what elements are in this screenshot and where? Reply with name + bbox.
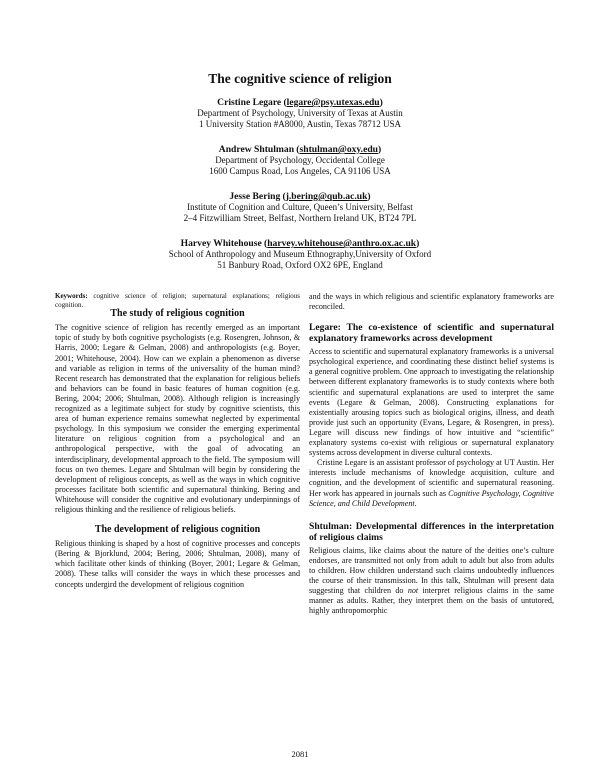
author-affiliation: Department of Psychology, University of Texas at Austin bbox=[197, 108, 403, 118]
author-name: Harvey Whitehouse bbox=[180, 238, 262, 249]
legare-paragraph: Access to scientific and supernatural explanatory frameworks is a universal psychological experience, and coordinating these distinct belief systems is a general cognitive problem. One approach to investigating the relationship between different explanatory frameworks is to study contexts where both scientific and supernatural explanations are used to interpret the same events (Legare & Gelman, 2008). Constructing explanations for existentially arousing topics such as biological origins, illness, and death provide just such an opportunity (Evans, Legare, & Rosengren, in press). Legare will discuss new findings of how intuitive and “scientific” explanatory systems co-exist with religious or supernatural explanatory systems across development in diverse cultural contexts. bbox=[309, 347, 554, 458]
right-column bbox=[309, 292, 554, 616]
author-name: Andrew Shtulman bbox=[218, 144, 295, 155]
shtulman-text: Religious claims, like claims about the nature of the deities one’s culture endorses, are transmitted not only from adult to adult but also from adults to children. How children understand such claims undoubtedly influences the course of their transmission. In this talk, Shtulman will present data suggesting that children do bbox=[309, 545, 554, 596]
shtulman-paragraph bbox=[309, 546, 554, 617]
author-address: 1 University Station #A8000, Austin, Texas 78712 USA bbox=[199, 119, 401, 129]
continued-paragraph: and the ways in which religious and scientific explanatory frameworks are reconciled. bbox=[309, 292, 554, 312]
author-block-shtulman: Andrew Shtulman (shtulman@oxy.edu) Department of Psychology, Occidental College 1600 Campus Road, Los Angeles, CA 91106 USA bbox=[0, 144, 600, 177]
author-name: Jesse Bering bbox=[229, 191, 281, 202]
keywords-label: Keywords: bbox=[55, 292, 88, 300]
keywords bbox=[55, 292, 300, 309]
author-address: 2–4 Fitzwilliam Street, Belfast, Northern Ireland UK, BT24 7PL bbox=[183, 213, 417, 223]
legare-bio-end: . bbox=[414, 498, 417, 508]
legare-bio-text: Cristine Legare is an assistant professor of psychology at UT Austin. Her interests include mechanisms of knowledge acquisition, culture and cognition, and the development of scientific and supernatural reasoning. Her work has appeared in journals such as bbox=[309, 458, 554, 498]
author-affiliation: Department of Psychology, Occidental College bbox=[215, 155, 385, 165]
author-block-whitehouse: Harvey Whitehouse (harvey.whitehouse@anthro.ox.ac.uk) School of Anthropology and Museum Ethnography,University of Oxford 51 Banbury Road, Oxford OX2 6PE, England bbox=[0, 238, 600, 271]
author-block-bering: Jesse Bering (j.bering@qub.ac.uk) Institute of Cognition and Culture, Queen’s University, Belfast 2–4 Fitzwilliam Street, Belfast, Northern Ireland UK, BT24 7PL bbox=[0, 191, 600, 224]
legare-bio-journals: Cognitive Psychology, Cognitive Science, and Child Development bbox=[309, 488, 554, 508]
subsection-heading-legare: Legare: The co-existence of scientific and supernatural explanatory frameworks across development bbox=[309, 322, 554, 345]
subsection-heading-shtulman: Shtulman: Developmental differences in the interpretation of religious claims bbox=[309, 520, 554, 543]
study-paragraph: The cognitive science of religion has recently emerged as an important topic of study by both cognitive psychologists (e.g. Rosengren, Johnson, & Harris, 2000; Legare & Gelman, 2008) and anthropologists (e.g. Boyer, 2001; Whitehouse, 2004). How can we explain a phenomenon as diverse and variable as religion in terms of the universality of the human mind? Recent research has demonstrated that the explanation for religious beliefs and behaviors can be found in basic features of human cognition (e.g. Bering, 2004; 2006; Shtulman, 2008). Although religion is increasingly recognized as a legitimate subject for study by cognitive scientists, this area of human experience remains somewhat neglected by experimental psychology. In this symposium we consider the emerging experimental literature on religious cognition from a psychological and an anthropological perspective, with the goal of advocating an interdisciplinary, developmental approach to the field. The symposium will focus on two themes. Legare and Shtulman will begin by considering the development of religious concepts, as well as the ways in which cognitive processes facilitate both scientific and supernatural thinking. Bering and Whitehouse will consider the cognitive and evolutionary underpinnings of religious thinking and the resilience of religious beliefs. bbox=[55, 323, 300, 514]
keywords-text: cognitive science of religion; supernatural explanations; religious cognition. bbox=[55, 292, 300, 309]
section-heading-study: The study of religious cognition bbox=[110, 308, 245, 320]
section-heading-development: The development of religious cognition bbox=[94, 524, 261, 536]
author-email[interactable]: harvey.whitehouse@anthro.ox.ac.uk bbox=[267, 238, 417, 249]
author-affiliation: School of Anthropology and Museum Ethnography,University of Oxford bbox=[168, 249, 432, 259]
shtulman-emphasis: not bbox=[407, 586, 419, 596]
author-email[interactable]: legare@psy.utexas.edu bbox=[286, 97, 380, 108]
author-name: Cristine Legare bbox=[217, 97, 282, 108]
author-address: 51 Banbury Road, Oxford OX2 6PE, England bbox=[217, 260, 383, 270]
author-affiliation: Institute of Cognition and Culture, Queen’s University, Belfast bbox=[187, 202, 413, 212]
shtulman-text-end: interpret religious claims in the same manner as adults. Rather, they interpret them on the basis of untutored, highly anthropomorphic bbox=[309, 586, 554, 616]
left-column bbox=[55, 292, 300, 590]
author-email[interactable]: shtulman@oxy.edu bbox=[299, 144, 379, 155]
paper-title: The cognitive science of religion bbox=[208, 71, 392, 86]
page-number: 2081 bbox=[291, 749, 309, 759]
author-address: 1600 Campus Road, Los Angeles, CA 91106 USA bbox=[209, 166, 391, 176]
author-block-legare: Cristine Legare (legare@psy.utexas.edu) Department of Psychology, University of Texas at Austin 1 University Station #A8000, Austin, Texas 78712 USA bbox=[0, 97, 600, 130]
legare-bio-paragraph bbox=[309, 458, 554, 508]
development-paragraph: Religious thinking is shaped by a host of cognitive processes and concepts (Bering & Bjorklund, 2004; Bering, 2006; Shtulman, 2008), many of which facilitate other kinds of thinking (Boyer, 2001; Legare & Gelman, 2008). These talks will consider the ways in which these processes and concepts undergird the development of religious cognition bbox=[55, 539, 300, 589]
author-email[interactable]: j.bering@qub.ac.uk bbox=[285, 191, 368, 202]
